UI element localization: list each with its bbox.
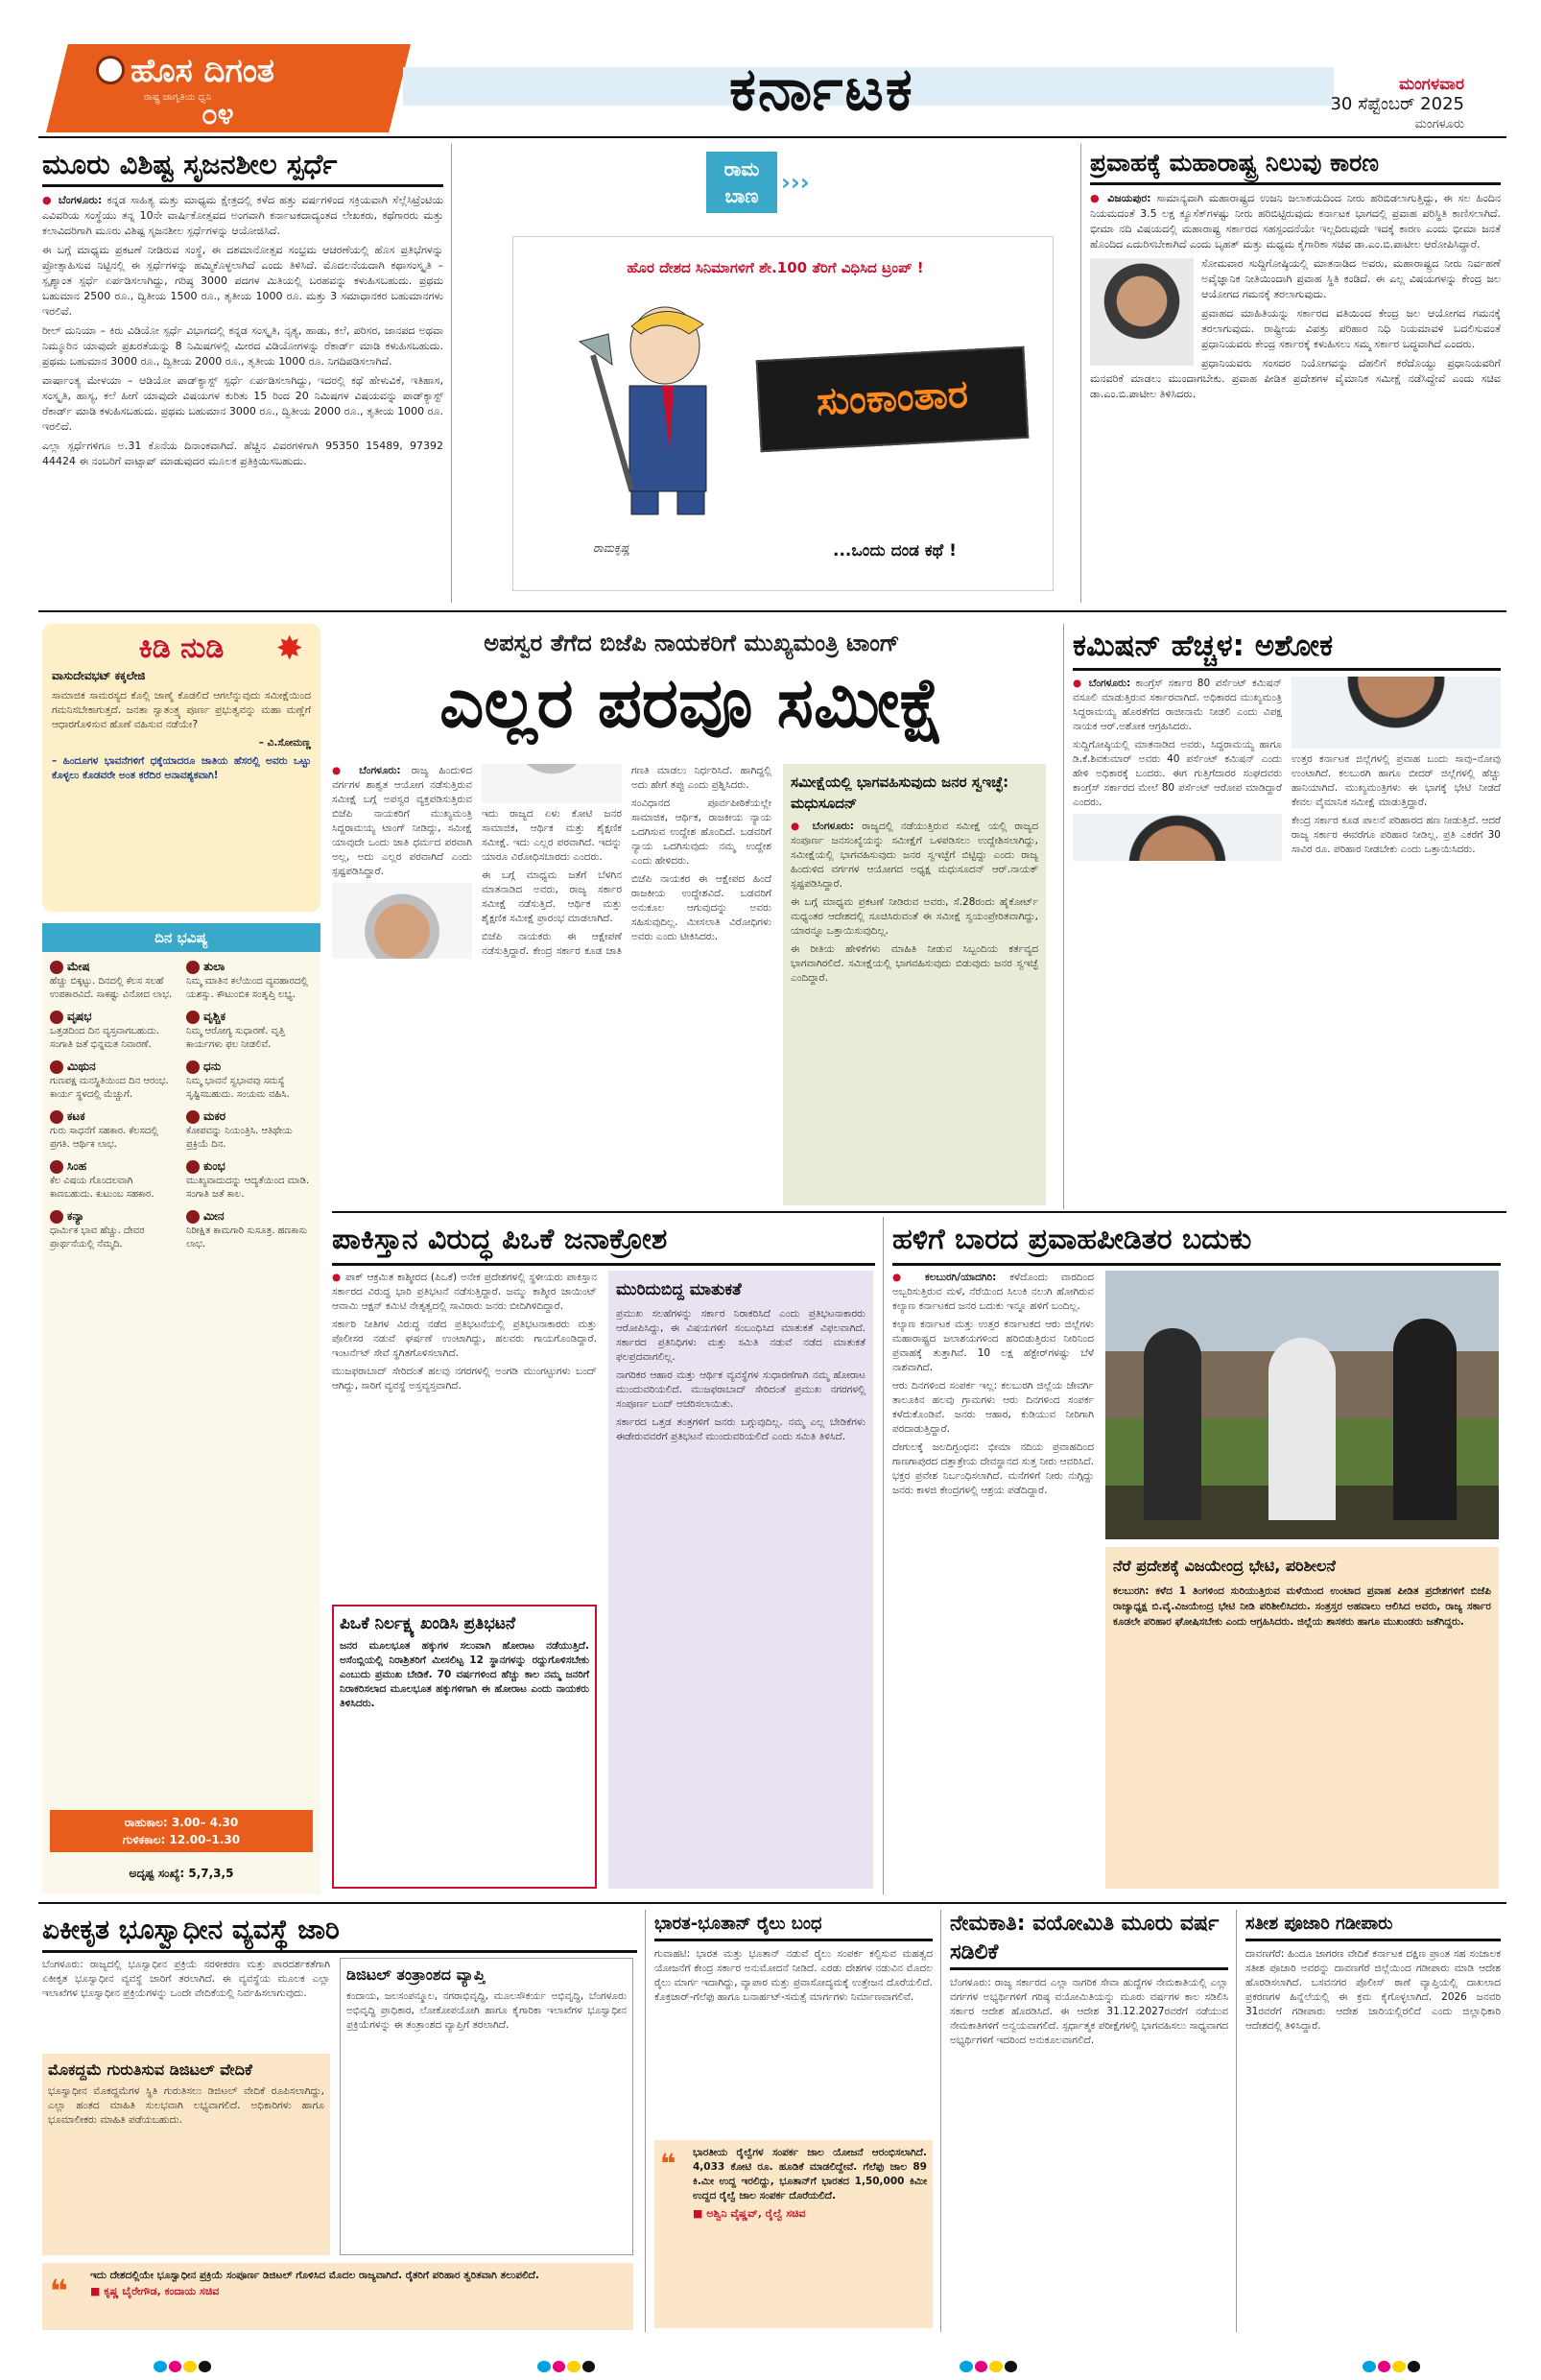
flood-subbox <box>1105 1547 1499 1889</box>
section-title: ಕರ್ನಾಟಕ <box>729 54 914 124</box>
zodiac-item <box>50 1209 177 1251</box>
bullet-icon: ● <box>791 821 813 832</box>
issue-day: ಮಂಗಳವಾರ <box>1398 75 1464 94</box>
headline: ಸತೀಶ ಪೂಜಾರಿ ಗಡೀಪಾರು <box>1245 1910 1501 1941</box>
subbox-headline: ಪಿಒಕೆ ನಿರ್ಲಕ್ಷ್ಯ ಖಂಡಿಸಿ ಪ್ರತಿಭಟನೆ <box>340 1614 516 1633</box>
paragraph: ಸಾಮಾನ್ಯವಾಗಿ ಮಹಾರಾಷ್ಟ್ರದ ಉಜನಿ ಜಲಾಶಯದಿಂದ ನೀರು ಹರಿಬಿಡಲಾಗುತ್ತಿದ್ದು, ಈ ಸಲ ಹಿಂದಿನ ನಿಯಮದಂತೆ 3.5 ಲಕ್ಷ ಕ್ಯೂಸೆಕ್‌ಗಳಷ್ಟು ನೀರು ಹರಿಬಿಟ್ಟಿರುವುದು ಕರ್ನಾಟಕ ಭಾಗದಲ್ಲಿ ಪ್ರವಾಹ ಪರಿಸ್ಥಿತಿ ಕಾಣಿಸಲಾಗಿದೆ. ಭೀಮಾ ನದಿ ವಿಷಯದಲ್ಲಿ ಮಹಾರಾಷ್ಟ್ರ ಸರ್ಕಾರದ ಸಹಸ್ಪಂದನೆಯೇ ಇಲ್ಲದಿರುವುದೇ ಇದಕ್ಕೆ ಕಾರಣ ಎಂದು ಭೀಮಾ ಜನತೆ ಹೊಂದಿದ ಎದುರಿಸಬೇಕಾಗಿದೆ ಎಂದು ಬೃಹತ್ ಮತ್ತು ಮಧ್ಯಮ ಕೈಗಾರಿಕಾ ಸಚಿವ ಡಾ.ಎಂ.ಬಿ.ಪಾಟೀಲ ಆರೋಪಿಸಿದ್ದಾರೆ. <box>1090 192 1501 250</box>
paragraph: ಬಿಜೆಪಿ ನಾಯಕರು ಈ ಆಕ್ಷೇಪಣೆ ನಡೆಸುತ್ತಿದ್ದಾರೆ. ಕೇಂದ್ರ ಸರ್ಕಾರ ಕೂಡ ಜಾತಿ ಗಣತಿ ಮಾಡಲು ನಿರ್ಧರಿಸಿದೆ. ಹಾಗಿದ್ದಲ್ಲಿ ಅದು ಹೇಗೆ ತಪ್ಪು ಎಂದು ಪ್ರಶ್ನಿಸಿದರು. <box>482 765 771 957</box>
lead-body <box>332 764 771 1205</box>
zodiac-virgo-icon <box>50 1210 63 1224</box>
paragraph: ಸಂವಿಧಾನದ ಪೂರ್ವಪೀಠಿಕೆಯಲ್ಲೇ ಸಾಮಾಜಿಕ, ಆರ್ಥಿಕ, ರಾಜಕೀಯ ನ್ಯಾಯ ಒದಗಿಸುವ ಉದ್ದೇಶ ಹೊಂದಿದೆ. ಬಡವರಿಗೆ ನ್ಯಾಯ ಒದಗಿಸುವುದು ನಮ್ಮ ಉದ್ದೇಶ ಎಂದು ಹೇಳಿದರು. <box>631 797 771 867</box>
subbox-headline: ನೆರೆ ಪ್ರದೇಶಕ್ಕೆ ವಿಜಯೇಂದ್ರ ಭೇಟಿ, ಪರಿಶೀಲನೆ <box>1113 1557 1336 1575</box>
masthead-rule <box>38 136 1506 138</box>
column-divider <box>940 1910 941 2332</box>
dateline: ಬೆಂಗಳೂರು: <box>58 194 103 206</box>
zodiac-aries-icon <box>50 961 63 974</box>
zodiac-item <box>186 1209 313 1251</box>
zodiac-text: ನಿರೀಕ್ಷಿತ ಕಾಮಗಾರಿ ಸುಸೂತ್ರ. ಹಣಕಾಸು ಲಾಭ. <box>186 1226 308 1250</box>
zodiac-text: ಧಾರ್ಮಿಕ ಭಾವ ಹೆಚ್ಚು. ದೇವರ ಪ್ರಾರ್ಥನೆಯಲ್ಲಿ ನೆಮ್ಮದಿ. <box>50 1226 145 1250</box>
zodiac-taurus-icon <box>50 1011 63 1024</box>
paragraph: ಈ ಬಗ್ಗೆ ಮಾಧ್ಯಮ ಪ್ರಕಟಣೆ ನೀಡಿರುವ ಅವರು, ಸೆ.28ರಂದು ಹೈಕೋರ್ಟ್ ಮಧ್ಯಂತರ ಆದೇಶದಲ್ಲಿ ಸೂಚಿಸಿರುವಂತೆ ಈ ಸಮೀಕ್ಷೆ ಸ್ವಯಂಪ್ರೇರಿತವಾಗಿದ್ದು, ಯಾರನ್ನೂ ಒತ್ತಾಯಿಸುವುದಿಲ್ಲ. <box>791 896 1038 937</box>
bullet-icon: ● <box>1073 678 1089 689</box>
zodiac-name: ಮಕರ <box>203 1109 226 1123</box>
zodiac-name: ವೃಶ್ಚಿಕ <box>203 1010 226 1023</box>
subbox-body: ಕಂದಾಯ, ಜಲಸಂಪನ್ಮೂಲ, ನಗರಾಭಿವೃದ್ಧಿ, ಮೂಲಸೌಕರ್ಯ ಅಭಿವೃದ್ಧಿ, ಬೆಂಗಳೂರು ಅಭಿವೃದ್ಧಿ ಪ್ರಾಧಿಕಾರ, ಲೋಕೋಪಯೋಗಿ ಹಾಗೂ ಕೈಗಾರಿಕಾ ಇಲಾಖೆಗಳ ಭೂಸ್ವಾಧೀನ ಪ್ರಕ್ರಿಯೆಗಳನ್ನು ಈ ತಂತ್ರಾಂಶದ ವ್ಯಾಪ್ತಿಗೆ ತರಲಾಗಿದೆ. <box>346 1990 627 2031</box>
cartoon-brand: ರಾಮ ಬಾಣ <box>723 157 760 207</box>
dateline: ಬೆಂಗಳೂರು: <box>1088 678 1131 689</box>
zodiac-text: ಗುರು ಸಾಧನೆಗೆ ಸಹಕಾರ. ಕೆಲಸದಲ್ಲಿ ಪ್ರಗತಿ. ಆರ್ಥಿಕ ಲಾಭ. <box>50 1126 158 1150</box>
paragraph: ಕಲ್ಯಾಣ ಕರ್ನಾಟಕ ಮತ್ತು ಉತ್ತರ ಕರ್ನಾಟಕದ ಆರು ಜಿಲ್ಲೆಗಳು ಮಹಾರಾಷ್ಟ್ರದ ಜಲಾಶಯಗಳಿಂದ ಹರಿಬಿಡುತ್ತಿರುವ ನೀರಿನಿಂದ ಪ್ರವಾಹಕ್ಕೆ ತುತ್ತಾಗಿವೆ. 10 ಲಕ್ಷ ಹೆಕ್ಟೇರ್‌ಗಳಷ್ಟು ಬೆಳೆ ನಾಶವಾಗಿದೆ. <box>892 1319 1094 1373</box>
quote-icon: ❝ <box>50 2273 68 2309</box>
article-flood-victims <box>892 1217 1501 1894</box>
quote-sign: ■ ಅಶ್ವಿನಿ ವೈಷ್ಣವ್, ರೈಲ್ವೆ ಸಚಿವ <box>693 2207 806 2220</box>
zodiac-text: ನಿಮ್ಮ ಆರೋಗ್ಯ ಸುಧಾರಣೆ. ವೃತ್ತಿ ಕಾರ್ಯಗಳು ಫಲ ನೀಡಲಿವೆ. <box>186 1026 285 1050</box>
minister-quote-box <box>42 2263 633 2330</box>
dateline: ವಿಜಯಪುರ: <box>1107 192 1151 204</box>
horoscope-title: ದಿನ ಭವಿಷ್ಯ <box>42 923 320 952</box>
paragraph: ಪ್ರಧಾನಿಯವರು ಸಂಸದರ ನಿಯೋಗವನ್ನು ದೆಹಲಿಗೆ ಕರೆದೊಯ್ದು ಪ್ರಧಾನಿಯವರಿಗೆ ಮನವರಿಕೆ ಮಾಡಲು ಮುಂದಾಗಬೇಕು. ಪ್ರವಾಹ ಪೀಡಿತ ಪ್ರದೇಶಗಳ ವೈಮಾನಿಕ ಸಮೀಕ್ಷೆ ನಡೆಸಿದ್ದೇವೆ ಎಂದು ಸಚಿವ ಡಾ.ಎಂ.ಬಿ.ಪಾಟೀಲ ತಿಳಿಸಿದರು. <box>1090 357 1501 400</box>
lead-sidebar <box>783 764 1046 1205</box>
pok-main <box>332 1271 597 1597</box>
paragraph: ದೇಗುಲಕ್ಕೆ ಜಲದಿಗ್ಬಂಧನ: ಭೀಮಾ ನದಿಯ ಪ್ರವಾಹದಿಂದ ಗಾಣಗಾಪುರದ ದತ್ತಾತ್ರೇಯ ದೇವಸ್ಥಾನದ ಸುತ್ತ ನೀರು ಆವರಿಸಿದೆ. ಭಕ್ತರ ಪ್ರವೇಶ ನಿರ್ಬಂಧಿಸಲಾಗಿದೆ. ಮನೆಗಳಿಗೆ ನೀರು ನುಗ್ಗಿದ್ದು ಜನರು ಕಾಳಜಿ ಕೇಂದ್ರಗಳಲ್ಲಿ ಆಶ್ರಯ ಪಡೆದಿದ್ದಾರೆ. <box>892 1441 1094 1496</box>
zodiac-text: ಕೆಲ ವಿಷಯ ಗೊಂದಲವಾಗಿ ಕಾಣಬಹುದು. ಕುಟುಂಬ ಸಹಕಾರ. <box>50 1176 154 1200</box>
flood-visit-photo <box>1105 1271 1499 1539</box>
column-divider <box>645 1910 646 2332</box>
paragraph: ರೀಲ್ ದುನಿಯಾ – ಕಿರು ವಿಡಿಯೋ ಸ್ಪರ್ಧೆ ವಿಭಾಗದಲ್ಲಿ ಕನ್ನಡ ಸಂಸ್ಕೃತಿ, ನೃತ್ಯ, ಹಾಡು, ಕಲೆ, ಪರಿಸರ, ಜಾನಪದ ಅಥವಾ ನಿಮ್ಮೂರಿನ ಯಾವುದೇ ಪ್ರಖರತೆಯನ್ನು 8 ನಿಮಿಷಗಳಲ್ಲಿ ಮೀರದ ವಿಡಿಯೋಗಳನ್ನು ರೆಕಾರ್ಡ್ ಮಾಡಿ ಕಳುಹಿಸಬಹುದು. ಪ್ರಥಮ ಬಹುಮಾನ 3000 ರೂ., ದ್ವಿತೀಯ 2000 ರೂ., ತೃತೀಯ 1000 ರೂ. ನಿಗದಿಪಡಿಸಲಾಗಿದೆ. <box>42 324 443 368</box>
zodiac-text: ನಿಮ್ಮ ಮಾತಿನ ಕಲೆಯಿಂದ ವ್ಯವಹಾರದಲ್ಲಿ ಯಶಸ್ಸು. ಕೌಟುಂಬಿಕ ಸಂತೃಪ್ತಿ ಲಭ್ಯ. <box>186 976 308 1000</box>
masthead-tagline: ರಾಷ್ಟ್ರ ಜಾಗೃತಿಯ ಧ್ವನಿ <box>144 92 212 103</box>
section-rule <box>38 1902 1506 1904</box>
masthead <box>0 0 1541 144</box>
kidi-reply: – ಹಿಂದೂಗಳ ಭಾವನೆಗಳಿಗೆ ಧಕ್ಕೆಯಾದರೂ ಜಾತಿಯ ಹೆಸರಲ್ಲಿ ಅವರು ಒಟ್ಟು ಕೊಳ್ಳಲು ಕೊಡವರೇ ಅಂತ ಕರೆದಿರ ಅನಾವಶ್ಯಕವಾಗಿ! <box>52 755 311 781</box>
kidi-quote: ಸಾಮಾಜಿಕ ಸಾಮರಸ್ಯದ ಕೊಲ್ಲಿ ಜಾಣ್ಮೆ ಕೊಡಲಿದೆ ಆಗಲೆನ್ನುವುದು ಸಮೀಕ್ಷೆಯಿಂದ ಗಮನಿಸಬೇಕಾಗುತ್ತದೆ. ಜನತಾ ಸ್ವಾತಂತ್ರ್ಯ ಪೂರ್ಣ ಪ್ರಭುತ್ವವನ್ನು ಮಹಾ ಮಣ್ಣೆಗೆ ಆಧಾರಗೊಳಿಸುವ ಹೊಣೆ ವಹಿಸುವ ನಡೆಯೇ? <box>52 690 311 730</box>
zodiac-name: ತುಲಾ <box>203 960 225 973</box>
paragraph: ಕನ್ನಡ ಸಾಹಿತ್ಯ ಮತ್ತು ಮಾಧ್ಯಮ ಕ್ಷೇತ್ರದಲ್ಲಿ ಕಳೆದ ಹತ್ತು ವರ್ಷಗಳಿಂದ ಸಕ್ರಿಯವಾಗಿ ಸೆಲ್ಲೆಸಿಟ್ರೆಂಟಿಯ ಎವಿವರಿಯ ಸಂಸ್ಥೆಯು ತನ್ನ 10ನೇ ವಾರ್ಷಿಕೋತ್ಸವದ ಅಂಗವಾಗಿ ಕರ್ನಾಟಕದಾದ್ಯಂತದ ಲೇಖಕರು, ಕಥೆಗಾರರು ಮತ್ತು ಕಲಾವಿದರಿಗಾಗಿ ಮೂರು ವಿಶಿಷ್ಟ ಸೃಜನಶೀಲ ಸ್ಪರ್ಧೆಗಳನ್ನು ಆಯೋಜಿಸಿದೆ. <box>42 194 443 237</box>
person-silhouette <box>1393 1319 1457 1520</box>
zodiac-text: ಹೆಚ್ಚು ಬಿಕ್ಕಟ್ಟು. ದಿನದಲ್ಲಿ ಕೆಲಸ ಸಲಹೆ ಉಪಕಾರವಿದೆ. ಸಾಕಷ್ಟು ವಿನೋದ ಲಾಭ. <box>50 976 173 1000</box>
zodiac-item <box>50 960 177 1002</box>
paragraph: ಮುಜಫರಾಬಾದ್ ಸೇರಿದಂತೆ ಹಲವು ನಗರಗಳಲ್ಲಿ ಅಂಗಡಿ ಮುಂಗಟ್ಟುಗಳು ಬಂದ್ ಆಗಿದ್ದು, ಸಾರಿಗೆ ವ್ಯವಸ್ಥೆ ಅಸ್ತವ್ಯಸ್ತವಾಗಿದೆ. <box>332 1366 597 1392</box>
cartoon-poster <box>756 346 1030 453</box>
person-silhouette <box>1268 1338 1336 1520</box>
kidi-author: ವಾಸುದೇವಭಟ್ ಕಕ್ಕಲೇಜಿ <box>52 669 146 682</box>
horoscope-grid <box>42 952 320 1251</box>
zodiac-item <box>50 1059 177 1102</box>
paragraph: ಉತ್ತರ ಕರ್ನಾಟಕ ಜಿಲ್ಲೆಗಳಲ್ಲಿ ಪ್ರವಾಹ ಬಂದು ಸಾವು–ನೋವು ಉಂಟಾಗಿದೆ. ಕಲಬುರಗಿ ಹಾಗೂ ಬೀದರ್ ಜಿಲ್ಲೆಗಳಲ್ಲಿ ಹೆಚ್ಚು ಹಾನಿಯಾಗಿದೆ. ಮುಖ್ಯಮಂತ್ರಿಗಳು ಈ ಭಾಗಕ್ಕೆ ಭೇಟಿ ನೀಡದೆ ಕೇವಲ ವೈಮಾನಿಕ ಸಮೀಕ್ಷೆ ಮಾಡುತ್ತಿದ್ದಾರೆ. <box>1292 753 1501 808</box>
column-divider <box>1080 144 1081 603</box>
minister-photo <box>1090 258 1194 366</box>
zodiac-item <box>186 1010 313 1052</box>
dateline: ಬೆಂಗಳೂರು: <box>359 765 401 776</box>
zodiac-name: ಸಿಂಹ <box>67 1159 87 1173</box>
column-divider <box>1236 1910 1237 2332</box>
paragraph: ಕೇಂದ್ರ ಸರ್ಕಾರ ಕೂಡ ಪಾಲನೆ ಪರಿಹಾರದ ಹಣ ನೀಡುತ್ತಿದೆ. ಆದರೆ ರಾಜ್ಯ ಸರ್ಕಾರ ಈವರೆಗೂ ಪರಿಹಾರ ನೀಡಿಲ್ಲ. ಪ್ರತಿ ಎಕರೆಗೆ 30 ಸಾವಿರ ರೂ. ಪರಿಹಾರ ನೀಡಬೇಕು ಎಂದು ಒತ್ತಾಯಿಸಿದರು. <box>1292 815 1501 855</box>
headline: ಪಾಕಿಸ್ತಾನ ವಿರುದ್ಧ ಪಿಒಕೆ ಜನಾಕ್ರೋಶ <box>332 1217 875 1266</box>
arrow-icon: ››› <box>781 169 810 196</box>
section-rule <box>332 1211 1506 1213</box>
paragraph: ಈ ಬಗ್ಗೆ ಮಾಧ್ಯಮ ಪ್ರಕಟಣೆ ನೀಡಿರುವ ಸಂಸ್ಥೆ, ಈ ದಶಮಾನೋತ್ಸವ ಸಂಭ್ರಮ ಆಚರಣೆಯಲ್ಲಿ ಹೊಸ ಪ್ರತಿಭೆಗಳನ್ನು ಪ್ರೋತ್ಸಾಹಿಸುವ ನಿಟ್ಟಿನಲ್ಲಿ ಈ ಸ್ಪರ್ಧೆಗಳನ್ನು ಹಮ್ಮಿಕೊಳ್ಳಲಾಗಿದೆ ಎಂದು ತಿಳಿಸಿದೆ. ಮೊದಲನೆಯದಾಗಿ ಕಥಾಸಂಸ್ಕೃತಿ – ಸ್ಪೃಶ್ಯಾಂತ ಸ್ಪರ್ಧೆ ಏರ್ಪಡಿಸಲಾಗಿದ್ದು, ಗರಿಷ್ಠ 3000 ಪದಗಳ ಮಿತಿಯಲ್ಲಿ ಬರಹವನ್ನು ಕಳುಹಿಸಬಹುದು. ಪ್ರಥಮ ಬಹುಮಾನ 2500 ರೂ., ದ್ವಿತೀಯ 1500 ರೂ., ತೃತೀಯ 1000 ರೂ. ಮತ್ತು 3 ಸಮಾಧಾನಕರ ಬಹುಮಾನಗಳು ಇರಲಿವೆ. <box>42 244 443 318</box>
headline: ಪ್ರವಾಹಕ್ಕೆ ಮಹಾರಾಷ್ಟ್ರ ನಿಲುವು ಕಾರಣ <box>1090 144 1501 185</box>
headline: ಕಮಿಷನ್ ಹೆಚ್ಚಳ: ಅಶೋಕ <box>1073 624 1501 671</box>
subbox-body: ಭೂಸ್ವಾಧೀನ ಮೊಕದ್ದಮೆಗಳ ಸ್ಥಿತಿ ಗುರುತಿಸಲು ಡಿಜಿಟಲ್ ವೇದಿಕೆ ರೂಪಿಸಲಾಗಿದ್ದು, ಎಲ್ಲಾ ಹಂತದ ಮಾಹಿತಿ ಸುಲಭವಾಗಿ ಲಭ್ಯವಾಗಲಿದೆ. ಅಧಿಕಾರಿಗಳು ಹಾಗೂ ಭೂಮಾಲೀಕರು ಮಾಹಿತಿ ಪಡೆಯಬಹುದು. <box>48 2085 324 2126</box>
digital-scope-box <box>340 1958 633 2255</box>
lead-story <box>332 624 1052 1209</box>
horoscope-box <box>42 923 320 1894</box>
bullet-icon: ● <box>892 1272 926 1283</box>
quote-text: ಭಾರತೀಯ ರೈಲ್ವೆಗಳ ಸಂಪರ್ಕ ಜಾಲ ಯೋಜನೆ ಆರಂಭಿಸಲಾಗಿದೆ. 4,033 ಕೋಟಿ ರೂ. ಹೂಡಿಕೆ ಮಾಡಲಿದ್ದೇವೆ. ಗೆಲೆಫು ಜಾಲ 89 ಕಿ.ಮೀ ಉದ್ದ ಇರಲಿದ್ದು, ಭೂತಾನ್‌ಗೆ ಭಾರತದ 1,50,000 ಕಿಮೀ ಉದ್ದದ ರೈಲ್ವೆ ಜಾಲ ಸಂಪರ್ಕ ದೊರೆಯಲಿದೆ. <box>693 2147 927 2202</box>
zodiac-name: ಮೀನ <box>203 1209 225 1223</box>
sidebar-headline: ಸಮೀಕ್ಷೆಯಲ್ಲಿ ಭಾಗವಹಿಸುವುದು ಜನರ ಸ್ವಇಚ್ಛೆ: ಮಧುಸೂದನ್ <box>791 774 1009 812</box>
color-registration-mark <box>1363 2361 1420 2372</box>
zodiac-leo-icon <box>50 1160 63 1174</box>
kidi-source: – ವಿ.ಸೋಮಣ್ಣ <box>258 737 311 749</box>
zodiac-text: ಕೋಪವನ್ನು ನಿಯಂತ್ರಿಸಿ. ಆತಿಥೇಯ ಪ್ರಕ್ರಿಯೆ ದಿನ. <box>186 1126 293 1150</box>
color-registration-mark <box>154 2361 211 2372</box>
zodiac-name: ಮಿಥುನ <box>67 1059 96 1073</box>
color-registration-mark <box>537 2361 595 2372</box>
dateline: ಕಲಬುರಗಿ/ಯಾದಗಿರಿ: <box>925 1272 997 1283</box>
trump-figure-drawing <box>574 298 766 518</box>
zodiac-cancer-icon <box>50 1110 63 1124</box>
headline: ಹಳಿಗೆ ಬಾರದ ಪ್ರವಾಹಪೀಡಿತರ ಬದುಕು <box>892 1217 1501 1266</box>
lucky-numbers: ಅದೃಷ್ಟ ಸಂಖ್ಯೆ: 5,7,3,5 <box>129 1867 234 1880</box>
spark-icon: ✸ <box>275 630 303 668</box>
column-divider <box>1063 624 1064 1209</box>
dateline: ಬೆಂಗಳೂರು: <box>812 821 854 832</box>
paragraph: ಗುವಾಹಟಿ: ಭಾರತ ಮತ್ತು ಭೂತಾನ್ ನಡುವೆ ರೈಲು ಸಂಪರ್ಕ ಕಲ್ಪಿಸುವ ಮಹತ್ವದ ಯೋಜನೆಗೆ ಕೇಂದ್ರ ಸರ್ಕಾರ ಅನುಮೋದನೆ ನೀಡಿದೆ. ಎರಡು ದೇಶಗಳ ನಡುವಿನ ಮೊದಲ ರೈಲು ಮಾರ್ಗ ಇದಾಗಿದ್ದು, ವ್ಯಾಪಾರ ಮತ್ತು ಪ್ರವಾಸೋದ್ಯಮಕ್ಕೆ ಉತ್ತೇಜನ ದೊರೆಯಲಿದೆ. ಕೊಕ್ರಜಾರ್-ಗೆಲೆಫು ಹಾಗೂ ಬನಾರ್ಹಟ್-ಸಮತ್ಸೆ ಮಾರ್ಗಗಳು ನಿರ್ಮಾಣವಾಗಲಿವೆ. <box>654 1948 933 2003</box>
bullet-icon: ● <box>332 1272 345 1283</box>
article-flood-maharashtra <box>1090 144 1501 603</box>
cartoon-tagline: ...ಒಂದು ದಂಡ ಕಥೆ ! <box>833 541 957 560</box>
paragraph: ಬಿಜೆಪಿ ನಾಯಕರ ಈ ಆಕ್ಷೇಪದ ಹಿಂದೆ ರಾಜಕೀಯ ಉದ್ದೇಶವಿದೆ. ಬಡವರಿಗೆ ಅನುಕೂಲ ಆಗುವುದನ್ನು ಅವರು ಸಹಿಸುವುದಿಲ್ಲ. ಮೀಸಲಾತಿ ವಿರೋಧಿಗಳು ಅವರು ಎಂದು ಟೀಕಿಸಿದರು. <box>631 873 771 942</box>
zodiac-name: ಮೇಷ <box>67 960 90 973</box>
zodiac-aquarius-icon <box>186 1160 200 1174</box>
zodiac-gemini-icon <box>50 1060 63 1074</box>
flood-body <box>892 1271 1094 1889</box>
cartoon-panel <box>459 144 1073 603</box>
zodiac-item <box>50 1010 177 1052</box>
masthead-logo: ಹೊಸ ದಿಗಂತ <box>130 52 274 90</box>
zodiac-item <box>50 1109 177 1152</box>
paragraph: ಈ ರೀತಿಯ ಹೇಳಿಕೆಗಳು ಮಾಹಿತಿ ನೀಡುವ ಸಿಬ್ಬಂದಿಯ ಕರ್ತವ್ಯದ ಭಾಗವಾಗಿರಲಿದೆ. ಸಮೀಕ್ಷೆಯಲ್ಲಿ ಭಾಗವಹಿಸುವುದು ಬಿಡುವುದು ಜನರ ಸ್ವಇಚ್ಛೆ ಎಂದಿದ್ದಾರೆ. <box>791 943 1038 984</box>
paragraph: ಪಾಕ್ ಆಕ್ರಮಿತ ಕಾಶ್ಮೀರದ (ಪಿಒಕೆ) ಅನೇಕ ಪ್ರದೇಶಗಳಲ್ಲಿ ಸ್ಥಳೀಯರು ಪಾಕಿಸ್ತಾನ ಸರ್ಕಾರದ ವಿರುದ್ಧ ಭಾರಿ ಪ್ರತಿಭಟನೆ ನಡೆಸುತ್ತಿದ್ದಾರೆ. ಜಮ್ಮು ಕಾಶ್ಮೀರ ಜಾಯಿಂಟ್ ಆವಾಮಿ ಆಕ್ಷನ್ ಕಮಿಟಿ ನೇತೃತ್ವದಲ್ಲಿ ಸಾವಿರಾರು ಜನರು ಬೀದಿಗಿಳಿದಿದ್ದಾರೆ. <box>332 1272 597 1312</box>
paragraph: ಬೆಂಗಳೂರು: ರಾಜ್ಯ ಸರ್ಕಾರದ ಎಲ್ಲಾ ನಾಗರಿಕ ಸೇವಾ ಹುದ್ದೆಗಳ ನೇಮಕಾತಿಯಲ್ಲಿ ಎಲ್ಲಾ ವರ್ಗಗಳ ಅಭ್ಯರ್ಥಿಗಳಿಗೆ ಗರಿಷ್ಠ ವಯೋಮಿತಿಯನ್ನು ಮೂರು ವರ್ಷಗಳ ಕಾಲ ಸಡಿಲಿಸಿ ಸರ್ಕಾರ ಆದೇಶ ಹೊರಡಿಸಿದೆ. ಈ ಆದೇಶ 31.12.2027ರವರೆಗೆ ನಡೆಯುವ ನೇಮಕಾತಿಗಳಿಗೆ ಅನ್ವಯವಾಗಲಿದೆ. ಸ್ಪರ್ಧಾತ್ಮಕ ಪರೀಕ್ಷೆಗಳಲ್ಲಿ ಭಾಗವಹಿಸಲು ಸಾಧ್ಯವಾಗದ ಅಭ್ಯರ್ಥಿಗಳಿಗೆ ಇದರಿಂದ ಅನುಕೂಲವಾಗಲಿದೆ. <box>950 1977 1228 2046</box>
paragraph: ಇದು ರಾಜ್ಯದ ಏಳು ಕೋಟಿ ಜನರ ಸಾಮಾಜಿಕ, ಆರ್ಥಿಕ ಮತ್ತು ಶೈಕ್ಷಣಿಕ ಸಮೀಕ್ಷೆ. ಇದು ಎಲ್ಲರ ಪರವಾಗಿದೆ. ಇದನ್ನು ಯಾರೂ ವಿರೋಧಿಸಬಾರದು ಎಂದರು. <box>482 808 622 863</box>
paragraph: ಈ ಬಗ್ಗೆ ಮಾಧ್ಯಮ ಜತೆಗೆ ಬೆಳಗಿನ ಮಾತನಾಡಿದ ಅವರು, ರಾಜ್ಯ ಸರ್ಕಾರ ಸಮೀಕ್ಷೆ ನಡೆಸುತ್ತಿದೆ. ಆರ್ಥಿಕ ಮತ್ತು ಶೈಕ್ಷಣಿಕ ಸಮೀಕ್ಷೆ ಪ್ರಾರಂಭ ಮಾಡಲಾಗಿದೆ. <box>482 869 622 924</box>
zodiac-text: ಗುಣಪಕ್ಷ ಮನಸ್ಥಿತಿಯಿಂದ ದಿನ ಆರಂಭ. ಕಾರ್ಯ ಸ್ಥಳದಲ್ಲಿ ಮೆಚ್ಚುಗೆ. <box>50 1076 169 1100</box>
paragraph: ಬೆಂಗಳೂರು: ರಾಜ್ಯದಲ್ಲಿ ಭೂಸ್ವಾಧೀನ ಪ್ರಕ್ರಿಯೆ ಸರಳೀಕರಣ ಮತ್ತು ಪಾರದರ್ಶಕತೆಗಾಗಿ ಏಕೀಕೃತ ಭೂಸ್ವಾಧೀನ ವ್ಯವಸ್ಥೆ ಜಾರಿಗೆ ತರಲಾಗಿದೆ. ಈ ವ್ಯವಸ್ಥೆಯ ಮೂಲಕ ಎಲ್ಲಾ ಇಲಾಖೆಗಳ ಭೂಸ್ವಾಧೀನ ಪ್ರಕ್ರಿಯೆಗಳನ್ನು ಒಂದೇ ವೇದಿಕೆಯಲ್ಲಿ ನಿರ್ವಹಿಸಲಾಗುವುದು. <box>42 1959 330 1999</box>
paragraph: ಸರ್ಕಾರದ ಒತ್ತಡ ತಂತ್ರಗಳಿಗೆ ಜನರು ಬಗ್ಗುವುದಿಲ್ಲ. ನಮ್ಮ ಎಲ್ಲ ಬೇಡಿಕೆಗಳು ಈಡೇರುವವರೆಗೆ ಪ್ರತಿಭಟನೆ ಮುಂದುವರಿಯಲಿದೆ ಎಂದು ಸಮಿತಿ ತಿಳಿಸಿದೆ. <box>616 1416 865 1442</box>
article-land-acquisition <box>42 1910 637 2332</box>
zodiac-name: ಕಟಕ <box>67 1109 85 1123</box>
zodiac-item <box>186 1059 313 1102</box>
zodiac-sagittarius-icon <box>186 1060 200 1074</box>
zodiac-text: ಮುಖ್ಯವಾದುದನ್ನು ಆದ್ಯತೆಯಿಂದ ಮಾಡಿ. ಸಂಗಾತಿ ಜತೆ ಕಾಲ. <box>186 1176 310 1200</box>
paragraph: ಕಳೆದೊಂದು ವಾರದಿಂದ ಅಬ್ಬರಿಸುತ್ತಿರುವ ಮಳೆ, ನೆರೆಯಿಂದ ಸಿಲುಕಿ ನಲುಗಿ ಹೋಗಿರುವ ಕಲ್ಯಾಣ ಕರ್ನಾಟಕದ ಜನರ ಬದುಕು ಇನ್ನೂ ಹಳಿಗೆ ಬಂದಿಲ್ಲ. <box>892 1272 1094 1312</box>
zodiac-text: ಒತ್ತಡದಿಂದ ದಿನ ವ್ಯಸ್ತವಾಗಬಹುದು. ಸಂಗಾತಿ ಜತೆ ಭಿನ್ನಮತ ನಿವಾರಣೆ. <box>50 1026 159 1050</box>
headline: ಮೂರು ವಿಶಿಷ್ಟ ಸೃಜನಶೀಲ ಸ್ಪರ್ಧೆ <box>42 144 443 187</box>
article-age-relaxation <box>950 1910 1228 2332</box>
article-commission-ashoka <box>1073 624 1501 1209</box>
column-divider <box>451 144 452 603</box>
zodiac-item <box>186 1159 313 1202</box>
person-silhouette <box>1144 1328 1201 1520</box>
paragraph: ಕಾಂಗ್ರೆಸ್ ಸರ್ಕಾರ 80 ಪರ್ಸೆಂಟ್ ಕಮಿಷನ್ ವಸೂಲಿ ಮಾಡುತ್ತಿರುವ ಸರ್ಕಾರವಾಗಿದೆ. ಅಧಿಕಾರದ ಮುಖ್ಯಮಂತ್ರಿ ಸಿದ್ದರಾಮಯ್ಯ ಹೊರತೆಗೆದ ರಾಜೀನಾಮೆ ನೀಡಲಿ ಎಂದು ವಿಪಕ್ಷ ನಾಯಕ ಆರ್.ಅಶೋಕ ಆಗ್ರಹಿಸಿದರು. <box>1073 678 1282 732</box>
paragraph: ದಾವಣಗೆರೆ: ಹಿಂದೂ ಜಾಗರಣ ವೇದಿಕೆ ಕರ್ನಾಟಕ ದಕ್ಷಿಣ ಪ್ರಾಂತ ಸಹ ಸಂಚಾಲಕ ಸತೀಶ ಪೂಜಾರಿ ಅವರನ್ನು ದಾವಣಗೆರೆ ಜಿಲ್ಲೆಯಿಂದ ಗಡೀಪಾರು ಮಾಡಿ ಆದೇಶ ಹೊರಡಿಸಲಾಗಿದೆ. ಬಸವನಗರ ಪೊಲೀಸ್ ಠಾಣೆ ವ್ಯಾಪ್ತಿಯಲ್ಲಿ ದಾಖಲಾದ ಪ್ರಕರಣಗಳ ಹಿನ್ನೆಲೆಯಲ್ಲಿ ಈ ಕ್ರಮ ಕೈಗೊಳ್ಳಲಾಗಿದೆ. 2026 ಜನವರಿ 31ರವರೆಗೆ ಗಡೀಪಾರು ಆದೇಶ ಜಾರಿಯಲ್ಲಿರಲಿದೆ ಎಂದು ಜಿಲ್ಲಾಧಿಕಾರಿ ಆದೇಶದಲ್ಲಿ ತಿಳಿಸಿದ್ದಾರೆ. <box>1245 1948 1501 2032</box>
headline: ನೇಮಕಾತಿ: ವಯೋಮಿತಿ ಮೂರು ವರ್ಷ ಸಡಿಲಿಕೆ <box>950 1910 1228 1970</box>
zodiac-pisces-icon <box>186 1210 200 1224</box>
cartoon-figure <box>574 298 766 518</box>
litigation-box <box>42 2054 330 2255</box>
quote-sign: ■ ಕೃಷ್ಣ ಬೈರೇಗೌಡ, ಕಂದಾಯ ಸಚಿವ <box>90 2285 220 2297</box>
talks-box <box>608 1271 873 1889</box>
pok-subbox <box>332 1605 597 1889</box>
article-creative-contest <box>42 144 443 603</box>
subbox-headline: ಡಿಜಿಟಲ್ ತಂತ್ರಾಂಶದ ವ್ಯಾಪ್ತಿ <box>346 1965 486 1984</box>
zodiac-scorpio-icon <box>186 1011 200 1024</box>
zodiac-name: ವೃಷಭ <box>67 1010 92 1023</box>
zodiac-text: ನಿಮ್ಮ ಭಾವನೆ ಸ್ವಭಾವವು ಸಮಸ್ಯೆ ಸೃಷ್ಟಿಸಬಹುದು. ಸಂಯಮ ವಹಿಸಿ. <box>186 1076 290 1100</box>
lead-headline: ಎಲ್ಲರ ಪರವೂ ಸಮೀಕ್ಷೆ <box>439 662 944 743</box>
cartoon-signature: ರಾಮಕೃಷ್ಣ <box>593 541 630 555</box>
bullet-icon: ● <box>332 765 360 776</box>
paragraph: ಸೋಮವಾರ ಸುದ್ದಿಗೋಷ್ಠಿಯಲ್ಲಿ ಮಾತನಾಡಿದ ಅವರು, ಮಹಾರಾಷ್ಟ್ರದ ನೀರು ನಿರ್ವಹಣೆ ಅವೈಜ್ಞಾನಿಕ ನೀತಿಯಿಂದಾಗಿ ಪ್ರವಾಹ ಸ್ಥಿತಿ ಕಂಡಿದೆ. ಈ ಎಲ್ಲ ವಿಷಯಗಳನ್ನು ಕೇಂದ್ರ ಜಲ ಆಯೋಗದ ಗಮನಕ್ಕೆ ತರಲಾಗುವುದು. <box>1201 257 1501 300</box>
section-rule <box>38 610 1506 612</box>
subbox-body: ಕಲಬುರಗಿ: ಕಳೆದ 1 ತಿಂಗಳಿಂದ ಸುರಿಯುತ್ತಿರುವ ಮಳೆಯಿಂದ ಉಂಟಾದ ಪ್ರವಾಹ ಪೀಡಿತ ಪ್ರದೇಶಗಳಿಗೆ ಬಿಜೆಪಿ ರಾಜ್ಯಾಧ್ಯಕ್ಷ ಬಿ.ವೈ.ವಿಜಯೇಂದ್ರ ಭೇಟಿ ನೀಡಿ ಪರಿಶೀಲಿಸಿದರು. ಸಂತ್ರಸ್ತರ ಅಹವಾಲು ಆಲಿಸಿದ ಅವರು, ರಾಜ್ಯ ಸರ್ಕಾರ ಕೂಡಲೇ ಪರಿಹಾರ ಘೋಷಿಸಬೇಕು ಎಂದು ಆಗ್ರಹಿಸಿದರು. ಜಿಲ್ಲೆಯ ಶಾಸಕರು ಹಾಗೂ ಮುಖಂಡರು ಜತೆಗಿದ್ದರು. <box>1113 1585 1491 1628</box>
page-number: ೦೪ <box>202 98 234 131</box>
zodiac-item <box>50 1159 177 1202</box>
headline: ಏಕೀಕೃತ ಭೂಸ್ವಾಧೀನ ವ್ಯವಸ್ಥೆ ಜಾರಿ <box>42 1910 637 1953</box>
paragraph: ಎಲ್ಲಾ ಸ್ಪರ್ಧೆಗಳಿಗೂ ಅ.31 ಕೊನೆಯ ದಿನಾಂಕವಾಗಿದೆ. ಹೆಚ್ಚಿನ ವಿವರಗಳಿಗಾಗಿ 95350 15489, 97392 44424 ಈ ನಂಬರಿಗೆ ವಾಟ್ಸಾಪ್ ಮಾಡುವುದರ ಮೂಲಕ ಪ್ರತಿಕ್ರಿಯಿಸಬಹುದು. <box>42 440 443 467</box>
paragraph: ಪ್ರಮುಖ ಸಲಹೆಗಳನ್ನು ಸರ್ಕಾರ ನಿರಾಕರಿಸಿದೆ ಎಂದು ಪ್ರತಿಭಟನಾಕಾರರು ಆರೋಪಿಸಿದ್ದು, ಈ ವಿಷಯಗಳಿಗೆ ಸಂಬಂಧಿಸಿದ ಮಾತುಕತೆ ವಿಫಲವಾಗಿದೆ. ಸರ್ಕಾರದ ಪ್ರತಿನಿಧಿಗಳು ಮತ್ತು ಸಮಿತಿ ನಡುವೆ ನಡೆದ ಮಾತುಕತೆ ಫಲಪ್ರದವಾಗಲಿಲ್ಲ. <box>616 1308 865 1363</box>
talks-headline: ಮುರಿದುಬಿದ್ದ ಮಾತುಕತೆ <box>616 1280 742 1299</box>
rail-quote-box <box>654 2140 933 2328</box>
paragraph: ಸುದ್ದಿಗೋಷ್ಠಿಯಲ್ಲಿ ಮಾತನಾಡಿದ ಅವರು, ಸಿದ್ದರಾಮಯ್ಯ ಹಾಗೂ ಡಿ.ಕೆ.ಶಿವಕುಮಾರ್ ಅವರು 40 ಪರ್ಸೆಂಟ್ ಕಮಿಷನ್ ಎಂದು ಹೇಳಿ ಅಧಿಕಾರಕ್ಕೆ ಬಂದರು. ಈಗ ಗುತ್ತಿಗೆದಾರರ ಸಂಘದವರು ಕಾಂಗ್ರೆಸ್ ಸರ್ಕಾರದ ಮೇಲೆ 80 ಪರ್ಸೆಂಟ್ ಆರೋಪ ಮಾಡಿದ್ದಾರೆ ಎಂದರು. <box>1073 739 1282 808</box>
issue-date: 30 ಸೆಪ್ಟೆಂಬರ್ 2025 <box>1330 94 1464 114</box>
paragraph: ವಾರ್ಷಾಂತ್ಯ ಮೇಳಯಾ – ಆಡಿಯೋ ಪಾಡ್‌ಕ್ಯಾಸ್ಟ್ ಸ್ಪರ್ಧೆ ಏರ್ಪಡಿಸಲಾಗಿದ್ದು, ಇದರಲ್ಲಿ ಕಥೆ ಹೇಳುವಿಕೆ, ಇತಿಹಾಸ, ಸಂಸ್ಕೃತಿ, ಹಾಸ್ಯ, ಕಲೆ ಹೀಗೆ ಯಾವುದೇ ವಿಷಯಗಳ ಕುರಿತು 15 ರಿಂದ 20 ನಿಮಿಷಗಳ ವಿಷಯವನ್ನು ಪಾಡ್‌ಕ್ಯಾಸ್ಟ್ ರೆಕಾರ್ಡ್ ಮಾಡಿ ಕಳುಹಿಸಬಹುದು. ಪ್ರಥಮ ಬಹುಮಾನ 3000 ರೂ., ದ್ವಿತೀಯ 2000 ರೂ., ತೃತೀಯ 1000 ರೂ. ಇರಲಿದೆ. <box>42 374 443 433</box>
paragraph: ಸರ್ಕಾರಿ ನೀತಿಗಳ ವಿರುದ್ಧ ನಡೆದ ಪ್ರತಿಭಟನೆಯಲ್ಲಿ ಪ್ರತಿಭಟನಾಕಾರರು ಮತ್ತು ಪೊಲೀಸರ ನಡುವೆ ಘರ್ಷಣೆ ಉಂಟಾಗಿದ್ದು, ಹಲವರು ಗಾಯಗೊಂಡಿದ್ದಾರೆ. ಇಂಟರ್ನೆಟ್ ಸೇವೆ ಸ್ಥಗಿತಗೊಳಿಸಲಾಗಿದೆ. <box>332 1319 597 1359</box>
quote-text: ಇದು ದೇಶದಲ್ಲಿಯೇ ಭೂಸ್ವಾಧೀನ ಪ್ರಕ್ರಿಯೆ ಸಂಪೂರ್ಣ ಡಿಜಿಟಲ್ ಗೊಳಿಸಿದ ಮೊದಲ ರಾಜ್ಯವಾಗಿದೆ. ರೈತರಿಗೆ ಪರಿಹಾರ ತ್ವರಿತವಾಗಿ ತಲುಪಲಿದೆ. <box>90 2270 539 2281</box>
poster-title: ಸುಂಕಾಂತಾರ <box>815 371 970 425</box>
cartoon-brand-box <box>706 152 777 213</box>
gulika-kala: ಗುಳಿಕಕಾಲ: 12.00–1.30 <box>122 1833 241 1846</box>
bullet-icon: ● <box>42 194 59 206</box>
zodiac-name: ಧನು <box>203 1059 222 1073</box>
article-pok-protest <box>332 1217 875 1894</box>
subbox-body: ಜನರ ಮೂಲಭೂತ ಹಕ್ಕುಗಳ ಸಲುವಾಗಿ ಹೋರಾಟ ನಡೆಯುತ್ತಿದೆ. ಅಸೆಂಬ್ಲಿಯಲ್ಲಿ ನಿರಾಶ್ರಿತರಿಗೆ ಮೀಸಲಿಟ್ಟ 12 ಸ್ಥಾನಗಳನ್ನು ರದ್ದುಗೊಳಿಸಬೇಕು ಎಂಬುದು ಪ್ರಮುಖ ಬೇಡಿಕೆ. 70 ವರ್ಷಗಳಿಂದ ಹೆಚ್ಚು ಕಾಲ ನಮ್ಮ ಜನರಿಗೆ ನಿರಾಕರಿಸಲಾದ ಮೂಲಭೂತ ಹಕ್ಕುಗಳಿಗಾಗಿ ಈ ಹೋರಾಟ ಎಂದು ನಾಯಕರು ತಿಳಿಸಿದರು. <box>340 1640 589 1709</box>
kidi-title: ಕಿಡಿ ನುಡಿ <box>138 631 225 665</box>
article-india-bhutan-rail <box>654 1910 933 2332</box>
zodiac-name: ಕುಂಭ <box>203 1159 225 1173</box>
bullet-icon: ● <box>1090 192 1108 204</box>
issue-city: ಮಂಗಳೂರು <box>1414 117 1464 131</box>
headline: ಭಾರತ-ಭೂತಾನ್ ರೈಲು ಬಂಧ <box>654 1910 933 1941</box>
subbox-headline: ಮೊಕದ್ದಮೆ ಗುರುತಿಸುವ ಡಿಜಿಟಲ್ ವೇದಿಕೆ <box>48 2060 252 2079</box>
zodiac-capricorn-icon <box>186 1110 200 1124</box>
paragraph: ಪ್ರವಾಹದ ಮಾಹಿತಿಯನ್ನು ಸರ್ಕಾರದ ವತಿಯಿಂದ ಕೇಂದ್ರ ಜಲ ಆಯೋಗದ ಗಮನಕ್ಕೆ ತರಲಾಗುವುದು. ರಾಷ್ಟ್ರೀಯ ವಿಪತ್ತು ಪರಿಹಾರ ನಿಧಿ ನಿಯಮಾವಳಿ ಬದಲಿಸುವಂತೆ ಪ್ರಧಾನಿಯವರು ಕೇಂದ್ರ ಸರ್ಕಾರಕ್ಕೆ ಕಳುಹಿಸಲು ಸಮ್ಮ ಸರ್ಕಾರ ಬದ್ಧವಾಗಿದೆ ಎಂದರು. <box>1201 307 1501 350</box>
color-registration-mark <box>960 2361 1017 2372</box>
column-divider <box>883 1217 884 1894</box>
zodiac-item <box>186 1109 313 1152</box>
quote-icon: ❝ <box>660 2148 676 2179</box>
paragraph: ನಾಗರಿಕರ ಆಹಾರ ಮತ್ತು ಆರ್ಥಿಕ ವ್ಯವಸ್ಥೆಗಳ ಸುಧಾರಣೆಗಾಗಿ ನಮ್ಮ ಹೋರಾಟ ಮುಂದುವರಿಯಲಿದೆ. ಮುಜಫರಾಬಾದ್ ಸೇರಿದಂತೆ ಪ್ರಮುಖ ನಗರಗಳಲ್ಲಿ ಸಂಪೂರ್ಣ ಬಂದ್ ಆಚರಿಸಲಾಯಿತು. <box>616 1369 865 1410</box>
kidi-nudi-box <box>42 624 320 912</box>
cartoon-caption: ಹೊರ ದೇಶದ ಸಿನಿಮಾಗಳಿಗೆ ಶೇ.100 ತೆರಿಗೆ ವಿಧಿಸಿದ ಟ್ರಂಪ್ ! <box>627 259 924 276</box>
paragraph: ರಾಜ್ಯದಲ್ಲಿ ನಡೆಯುತ್ತಿರುವ ಸಮೀಕ್ಷೆ ಯಲ್ಲಿ ರಾಜ್ಯದ ಸಂಪೂರ್ಣ ಜನಸಂಖ್ಯೆಯನ್ನು ಸಮೀಕ್ಷೆಗೆ ಒಳಪಡಿಸಲು ಉದ್ದೇಶಿಸಲಾಗಿದ್ದು, ಸಮೀಕ್ಷೆಯಲ್ಲಿ ಭಾಗವಹಿಸುವುದು ಜನರ ಸ್ವಇಚ್ಛೆಗೆ ಬಿಟ್ಟಿದ್ದು ಎಂದು ರಾಜ್ಯ ಹಿಂದುಳಿದ ವರ್ಗಗಳ ಆಯೋಗದ ಅಧ್ಯಕ್ಷ ಮಧುಸೂದನ್ ಆರ್.ನಾಯಕ್ ಸ್ಪಷ್ಟಪಡಿಸಿದ್ದಾರೆ. <box>791 821 1038 890</box>
zodiac-name: ಕನ್ಯಾ <box>67 1209 84 1223</box>
paragraph: ರಾಜ್ಯ ಹಿಂದುಳಿದ ವರ್ಗಗಳ ಶಾಶ್ವತ ಆಯೋಗ ನಡೆಸುತ್ತಿರುವ ಸಮೀಕ್ಷೆ ಬಗ್ಗೆ ಅಪಸ್ವರ ವ್ಯಕ್ತಪಡಿಸುತ್ತಿರುವ ಬಿಜೆಪಿ ನಾಯಕರಿಗೆ ಮುಖ್ಯಮಂತ್ರಿ ಸಿದ್ದರಾಮಯ್ಯ ಟಾಂಗ್ ನೀಡಿದ್ದು, ಸಮೀಕ್ಷೆ ಯಾವುದೇ ಒಂದು ಜಾತಿ ಧರ್ಮದ ಪರವಾಗಿ ಅಲ್ಲ, ಅದು ಎಲ್ಲರ ಪರವಾಗಿದೆ ಎಂದು ಸ್ಪಷ್ಟಪಡಿಸಿದ್ದಾರೆ. <box>332 765 472 877</box>
paragraph: ಆರು ದಿನಗಳಿಂದ ಸಂಪರ್ಕ ಇಲ್ಲ: ಕಲಬುರಗಿ ಜಿಲ್ಲೆಯ ಜೇವರ್ಗಿ ತಾಲೂಕಿನ ಹಲವು ಗ್ರಾಮಗಳು ಆರು ದಿನಗಳಿಂದ ಸಂಪರ್ಕ ಕಳೆದುಕೊಂಡಿವೆ. ಜನರು ಆಹಾರ, ಕುಡಿಯುವ ನೀರಿಗಾಗಿ ಪರದಾಡುತ್ತಿದ್ದಾರೆ. <box>892 1380 1094 1435</box>
lead-kicker: ಅಪಸ್ವರ ತೆಗೆದ ಬಿಜೆಪಿ ನಾಯಕರಿಗೆ ಮುಖ್ಯಮಂತ್ರಿ ಟಾಂಗ್ <box>484 630 900 656</box>
zodiac-libra-icon <box>186 961 200 974</box>
article-satish-pujari <box>1245 1910 1501 2332</box>
zodiac-item <box>186 960 313 1002</box>
horoscope-timings <box>50 1810 313 1852</box>
rahu-kala: ರಾಹುಕಾಲ: 3.00– 4.30 <box>124 1816 239 1829</box>
logo-icon <box>96 56 125 84</box>
